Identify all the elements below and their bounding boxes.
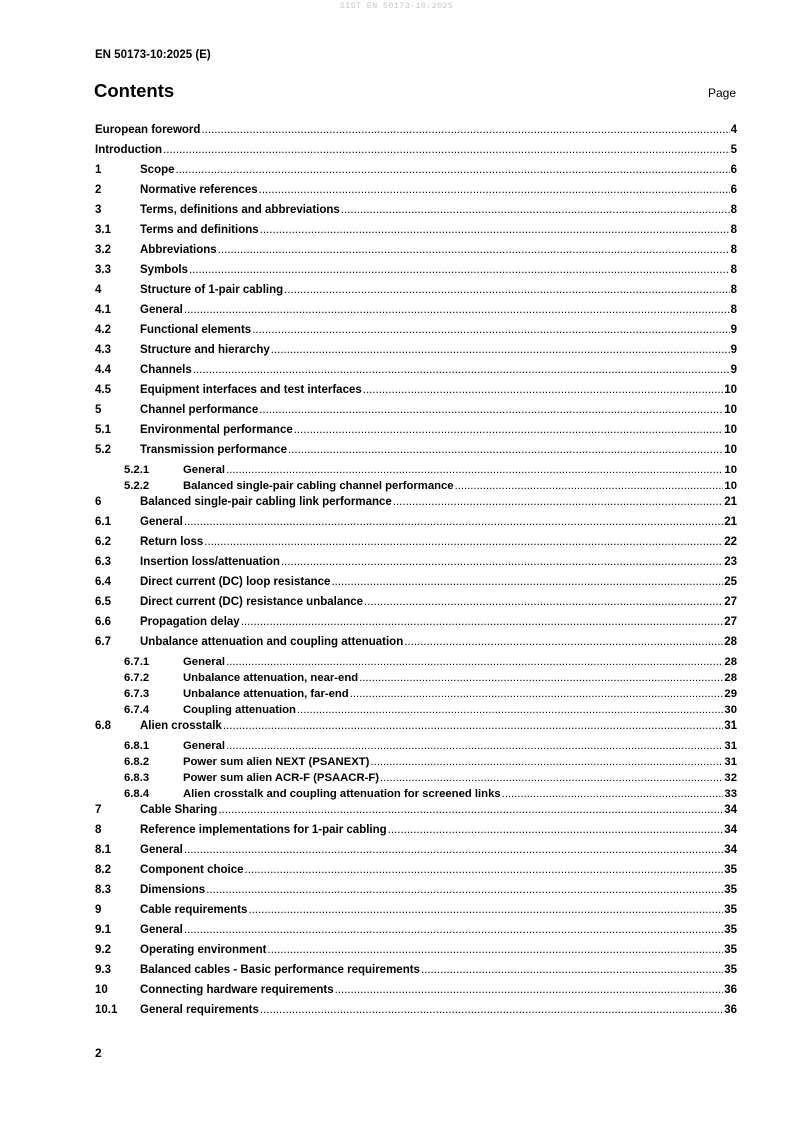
toc-dot-leader: [189, 264, 730, 276]
toc-entry-title: Introduction: [95, 144, 163, 156]
toc-entry[interactable]: [95, 264, 737, 284]
toc-entry-page: 22: [724, 536, 737, 548]
toc-entry-page: 9: [730, 364, 737, 376]
toc-entry-number: 4.1: [95, 304, 111, 316]
toc-entry[interactable]: [95, 284, 737, 304]
toc-entry[interactable]: [95, 404, 737, 424]
toc-entry-title: Abbreviations: [140, 244, 217, 256]
toc-dot-leader: [380, 772, 723, 784]
toc-entry-number: 4.2: [95, 324, 111, 336]
toc-entry-number: 6.2: [95, 536, 111, 548]
toc-entry-title: European foreword: [95, 124, 201, 136]
toc-entry-page: 31: [724, 740, 737, 752]
toc-dot-leader: [268, 944, 724, 956]
toc-dot-leader: [226, 464, 723, 476]
toc-entry-number: 6.8.4: [124, 788, 150, 800]
toc-entry-page: 8: [730, 264, 737, 276]
toc-entry-page: 9: [730, 324, 737, 336]
toc-entry[interactable]: [95, 884, 737, 904]
toc-entry-title: General requirements: [140, 1004, 259, 1016]
toc-entry-number: 4.4: [95, 364, 111, 376]
toc-dot-leader: [363, 384, 723, 396]
toc-entry-number: 5.1: [95, 424, 111, 436]
toc-entry-number: 9.2: [95, 944, 111, 956]
toc-entry[interactable]: [95, 904, 737, 924]
toc-entry[interactable]: [95, 244, 737, 264]
toc-entry-page: 8: [730, 244, 737, 256]
toc-entry[interactable]: [95, 772, 737, 788]
toc-entry-page: 32: [724, 772, 737, 784]
toc-entry-title: Component choice: [140, 864, 244, 876]
toc-entry-number: 6.6: [95, 616, 111, 628]
toc-entry-page: 27: [724, 596, 737, 608]
toc-dot-leader: [260, 1004, 723, 1016]
toc-entry[interactable]: [95, 324, 737, 344]
toc-entry-page: 36: [724, 984, 737, 996]
toc-dot-leader: [388, 824, 724, 836]
toc-entry[interactable]: [95, 596, 737, 616]
toc-entry[interactable]: [95, 516, 737, 536]
toc-entry-title: Unbalance attenuation and coupling attenuation: [140, 636, 404, 648]
toc-dot-leader: [294, 424, 723, 436]
toc-entry-title: Power sum alien ACR-F (PSAACR-F): [183, 772, 380, 784]
toc-entry-title: Balanced cables - Basic performance requirements: [140, 964, 420, 976]
toc-entry-number: 6.8.1: [124, 740, 150, 752]
toc-entry-page: 29: [724, 688, 737, 700]
toc-entry-number: 6.8.2: [124, 756, 150, 768]
toc-entry[interactable]: [95, 224, 737, 244]
toc-entry-title: Connecting hardware requirements: [140, 984, 334, 996]
toc-entry-number: 9.3: [95, 964, 111, 976]
toc-entry-page: 35: [724, 884, 737, 896]
toc-entry-page: 31: [724, 756, 737, 768]
toc-entry-number: 7: [95, 804, 102, 816]
toc-entry-page: 28: [724, 672, 737, 684]
toc-entry-title: Cable Sharing: [140, 804, 218, 816]
toc-entry-number: 4.5: [95, 384, 111, 396]
toc-entry-title: Reference implementations for 1-pair cabling: [140, 824, 387, 836]
toc-dot-leader: [335, 984, 724, 996]
toc-dot-leader: [206, 884, 723, 896]
toc-entry-page: 33: [724, 788, 737, 800]
toc-entry[interactable]: [95, 164, 737, 184]
toc-entry[interactable]: [95, 788, 737, 804]
toc-entry-title: Terms and definitions: [140, 224, 259, 236]
toc-entry-number: 3.3: [95, 264, 111, 276]
toc-entry-title: General: [183, 740, 226, 752]
toc-entry-title: Dimensions: [140, 884, 206, 896]
toc-entry-title: Operating environment: [140, 944, 267, 956]
toc-entry[interactable]: [95, 844, 737, 864]
toc-entry-number: 3.2: [95, 244, 111, 256]
toc-dot-leader: [393, 496, 723, 508]
toc-entry-page: 6: [730, 164, 737, 176]
toc-dot-leader: [284, 284, 729, 296]
toc-entry-number: 10.1: [95, 1004, 118, 1016]
toc-entry-page: 9: [730, 344, 737, 356]
toc-entry-page: 34: [724, 824, 737, 836]
toc-entry-number: 6: [95, 496, 102, 508]
toc-entry[interactable]: [95, 1004, 737, 1024]
toc-entry[interactable]: [95, 756, 737, 772]
toc-dot-leader: [259, 184, 730, 196]
toc-dot-leader: [252, 324, 729, 336]
toc-entry[interactable]: [95, 804, 737, 824]
toc-entry-page: 10: [724, 424, 737, 436]
toc-entry-number: 1: [95, 164, 102, 176]
toc-dot-leader: [241, 616, 724, 628]
watermark: SIST EN 50173-10:2025: [339, 1, 454, 11]
document-id: EN 50173-10:2025 (E): [95, 49, 211, 61]
toc-entry-title: Power sum alien NEXT (PSANEXT): [183, 756, 370, 768]
toc-entry[interactable]: [95, 184, 737, 204]
toc-entry[interactable]: [95, 124, 737, 144]
toc-dot-leader: [193, 364, 730, 376]
toc-entry[interactable]: [95, 984, 737, 1004]
toc-entry-title: Environmental performance: [140, 424, 293, 436]
toc-dot-leader: [218, 804, 723, 816]
toc-dot-leader: [184, 844, 723, 856]
toc-entry-title: Balanced single-pair cabling channel performance: [183, 480, 454, 492]
toc-entry-title: Scope: [140, 164, 175, 176]
toc-dot-leader: [260, 224, 730, 236]
toc-dot-leader: [245, 864, 724, 876]
toc-entry-title: Channels: [140, 364, 192, 376]
toc-entry-number: 5.2.1: [124, 464, 150, 476]
toc-entry-page: 35: [724, 964, 737, 976]
toc-dot-leader: [226, 740, 723, 752]
toc-entry-page: 28: [724, 636, 737, 648]
toc-entry-number: 5.2: [95, 444, 111, 456]
toc-entry[interactable]: [95, 720, 737, 740]
toc-entry-page: 4: [730, 124, 737, 136]
toc-dot-leader: [184, 516, 723, 528]
toc-entry-page: 35: [724, 924, 737, 936]
toc-entry[interactable]: [95, 636, 737, 656]
toc-entry-number: 6.7.4: [124, 704, 150, 716]
toc-entry-title: Symbols: [140, 264, 188, 276]
toc-entry-title: Functional elements: [140, 324, 252, 336]
toc-entry-number: 4: [95, 284, 102, 296]
toc-dot-leader: [455, 480, 724, 492]
toc-entry-page: 8: [730, 284, 737, 296]
toc-entry-title: Unbalance attenuation, near-end: [183, 672, 359, 684]
toc-entry-page: 35: [724, 944, 737, 956]
toc-entry[interactable]: [95, 444, 737, 464]
toc-entry-title: Normative references: [140, 184, 258, 196]
toc-entry-page: 28: [724, 656, 737, 668]
toc-dot-leader: [288, 444, 723, 456]
toc-entry-number: 8.3: [95, 884, 111, 896]
toc-entry-page: 35: [724, 904, 737, 916]
toc-dot-leader: [359, 672, 723, 684]
toc-entry-number: 6.8.3: [124, 772, 150, 784]
toc-entry-title: Cable requirements: [140, 904, 248, 916]
toc-dot-leader: [297, 704, 723, 716]
toc-entry-title: Structure and hierarchy: [140, 344, 270, 356]
toc-dot-leader: [226, 656, 723, 668]
toc-entry-title: General: [183, 656, 226, 668]
toc-entry-number: 10: [95, 984, 108, 996]
toc-entry[interactable]: [95, 656, 737, 672]
toc-entry-page: 27: [724, 616, 737, 628]
toc-entry-title: Propagation delay: [140, 616, 240, 628]
toc-entry[interactable]: [95, 704, 737, 720]
toc-entry-title: Return loss: [140, 536, 204, 548]
toc-entry-page: 36: [724, 1004, 737, 1016]
toc-dot-leader: [271, 344, 730, 356]
toc-entry[interactable]: [95, 924, 737, 944]
toc-entry[interactable]: [95, 344, 737, 364]
toc-entry-title: Transmission performance: [140, 444, 287, 456]
toc-dot-leader: [163, 144, 730, 156]
toc-entry-number: 5: [95, 404, 102, 416]
toc-entry[interactable]: [95, 740, 737, 756]
toc-entry-number: 5.2.2: [124, 480, 150, 492]
toc-entry[interactable]: [95, 424, 737, 444]
toc-dot-leader: [184, 924, 723, 936]
toc-entry-page: 8: [730, 224, 737, 236]
toc-entry-title: Alien crosstalk: [140, 720, 222, 732]
toc-entry-title: Channel performance: [140, 404, 259, 416]
toc-dot-leader: [204, 536, 723, 548]
toc-entry-page: 10: [724, 464, 737, 476]
toc-entry-number: 6.7.3: [124, 688, 150, 700]
toc-entry-title: Equipment interfaces and test interfaces: [140, 384, 362, 396]
toc-entry[interactable]: [95, 464, 737, 480]
toc-entry-number: 6.3: [95, 556, 111, 568]
toc-entry-title: Balanced single-pair cabling link performance: [140, 496, 392, 508]
toc-entry-number: 8.1: [95, 844, 111, 856]
toc-dot-leader: [331, 576, 723, 588]
toc-dot-leader: [259, 404, 723, 416]
toc-dot-leader: [404, 636, 723, 648]
toc-entry-page: 31: [724, 720, 737, 732]
toc-entry-number: 6.5: [95, 596, 111, 608]
toc-dot-leader: [184, 304, 730, 316]
toc-dot-leader: [218, 244, 730, 256]
toc-entry-number: 3: [95, 204, 102, 216]
toc-entry-title: General: [140, 924, 183, 936]
toc-entry-page: 6: [730, 184, 737, 196]
toc-entry-page: 10: [724, 404, 737, 416]
toc-entry-title: Unbalance attenuation, far-end: [183, 688, 349, 700]
toc-entry-page: 23: [724, 556, 737, 568]
page-number: 2: [95, 1046, 102, 1060]
toc-dot-leader: [281, 556, 723, 568]
toc-dot-leader: [176, 164, 730, 176]
toc-entry-page: 8: [730, 304, 737, 316]
toc-entry[interactable]: [95, 496, 737, 516]
toc-entry[interactable]: [95, 480, 737, 496]
toc-entry[interactable]: [95, 616, 737, 636]
toc-entry-number: 9: [95, 904, 102, 916]
toc-entry[interactable]: [95, 536, 737, 556]
toc-entry-number: 8: [95, 824, 102, 836]
toc-entry-page: 21: [724, 516, 737, 528]
toc-entry[interactable]: [95, 576, 737, 596]
toc-entry[interactable]: [95, 304, 737, 324]
toc-entry-title: Alien crosstalk and coupling attenuation for screened links: [183, 788, 501, 800]
toc-entry[interactable]: [95, 672, 737, 688]
toc-entry-page: 34: [724, 844, 737, 856]
page-title: Contents: [94, 80, 175, 101]
toc-entry-number: 6.1: [95, 516, 111, 528]
toc-entry-page: 34: [724, 804, 737, 816]
toc-entry-page: 35: [724, 864, 737, 876]
toc-entry-title: General: [140, 516, 183, 528]
toc-entry-number: 8.2: [95, 864, 111, 876]
toc-entry-title: Insertion loss/attenuation: [140, 556, 280, 568]
toc-dot-leader: [248, 904, 723, 916]
toc-dot-leader: [341, 204, 730, 216]
toc-entry-title: General: [140, 844, 183, 856]
toc-entry[interactable]: [95, 556, 737, 576]
toc-dot-leader: [421, 964, 723, 976]
toc-entry-title: Structure of 1-pair cabling: [140, 284, 284, 296]
toc-entry[interactable]: [95, 824, 737, 844]
toc-entry-title: Coupling attenuation: [183, 704, 296, 716]
toc-entry[interactable]: [95, 364, 737, 384]
toc-entry-page: 30: [724, 704, 737, 716]
toc-entry-number: 9.1: [95, 924, 111, 936]
toc-entry-title: Direct current (DC) loop resistance: [140, 576, 331, 588]
toc-entry[interactable]: [95, 144, 737, 164]
page-column-label: Page: [707, 86, 736, 100]
toc-entry-page: 10: [724, 480, 737, 492]
toc-entry-number: 6.7.1: [124, 656, 150, 668]
toc-entry-number: 6.8: [95, 720, 111, 732]
toc-entry-title: General: [183, 464, 226, 476]
toc-entry-title: Terms, definitions and abbreviations: [140, 204, 340, 216]
toc-entry-number: 4.3: [95, 344, 111, 356]
toc-entry-page: 10: [724, 384, 737, 396]
toc-entry-number: 6.7: [95, 636, 111, 648]
toc-entry-page: 25: [724, 576, 737, 588]
toc-dot-leader: [350, 688, 724, 700]
toc-entry-number: 2: [95, 184, 102, 196]
toc-entry-number: 3.1: [95, 224, 111, 236]
toc-entry-page: 21: [724, 496, 737, 508]
toc-entry[interactable]: [95, 384, 737, 404]
toc-entry-page: 5: [730, 144, 737, 156]
toc-entry-title: Direct current (DC) resistance unbalance: [140, 596, 364, 608]
toc-entry[interactable]: [95, 688, 737, 704]
toc-entry-title: General: [140, 304, 183, 316]
toc-entry[interactable]: [95, 864, 737, 884]
toc-entry[interactable]: [95, 964, 737, 984]
toc-dot-leader: [201, 124, 729, 136]
toc-entry[interactable]: [95, 944, 737, 964]
toc-entry[interactable]: [95, 204, 737, 224]
toc-dot-leader: [502, 788, 724, 800]
toc-entry-page: 8: [730, 204, 737, 216]
toc-dot-leader: [370, 756, 723, 768]
toc-entry-page: 10: [724, 444, 737, 456]
toc-dot-leader: [223, 720, 723, 732]
table-of-contents: [95, 124, 737, 1024]
toc-entry-number: 6.4: [95, 576, 111, 588]
toc-dot-leader: [364, 596, 723, 608]
toc-entry-number: 6.7.2: [124, 672, 150, 684]
